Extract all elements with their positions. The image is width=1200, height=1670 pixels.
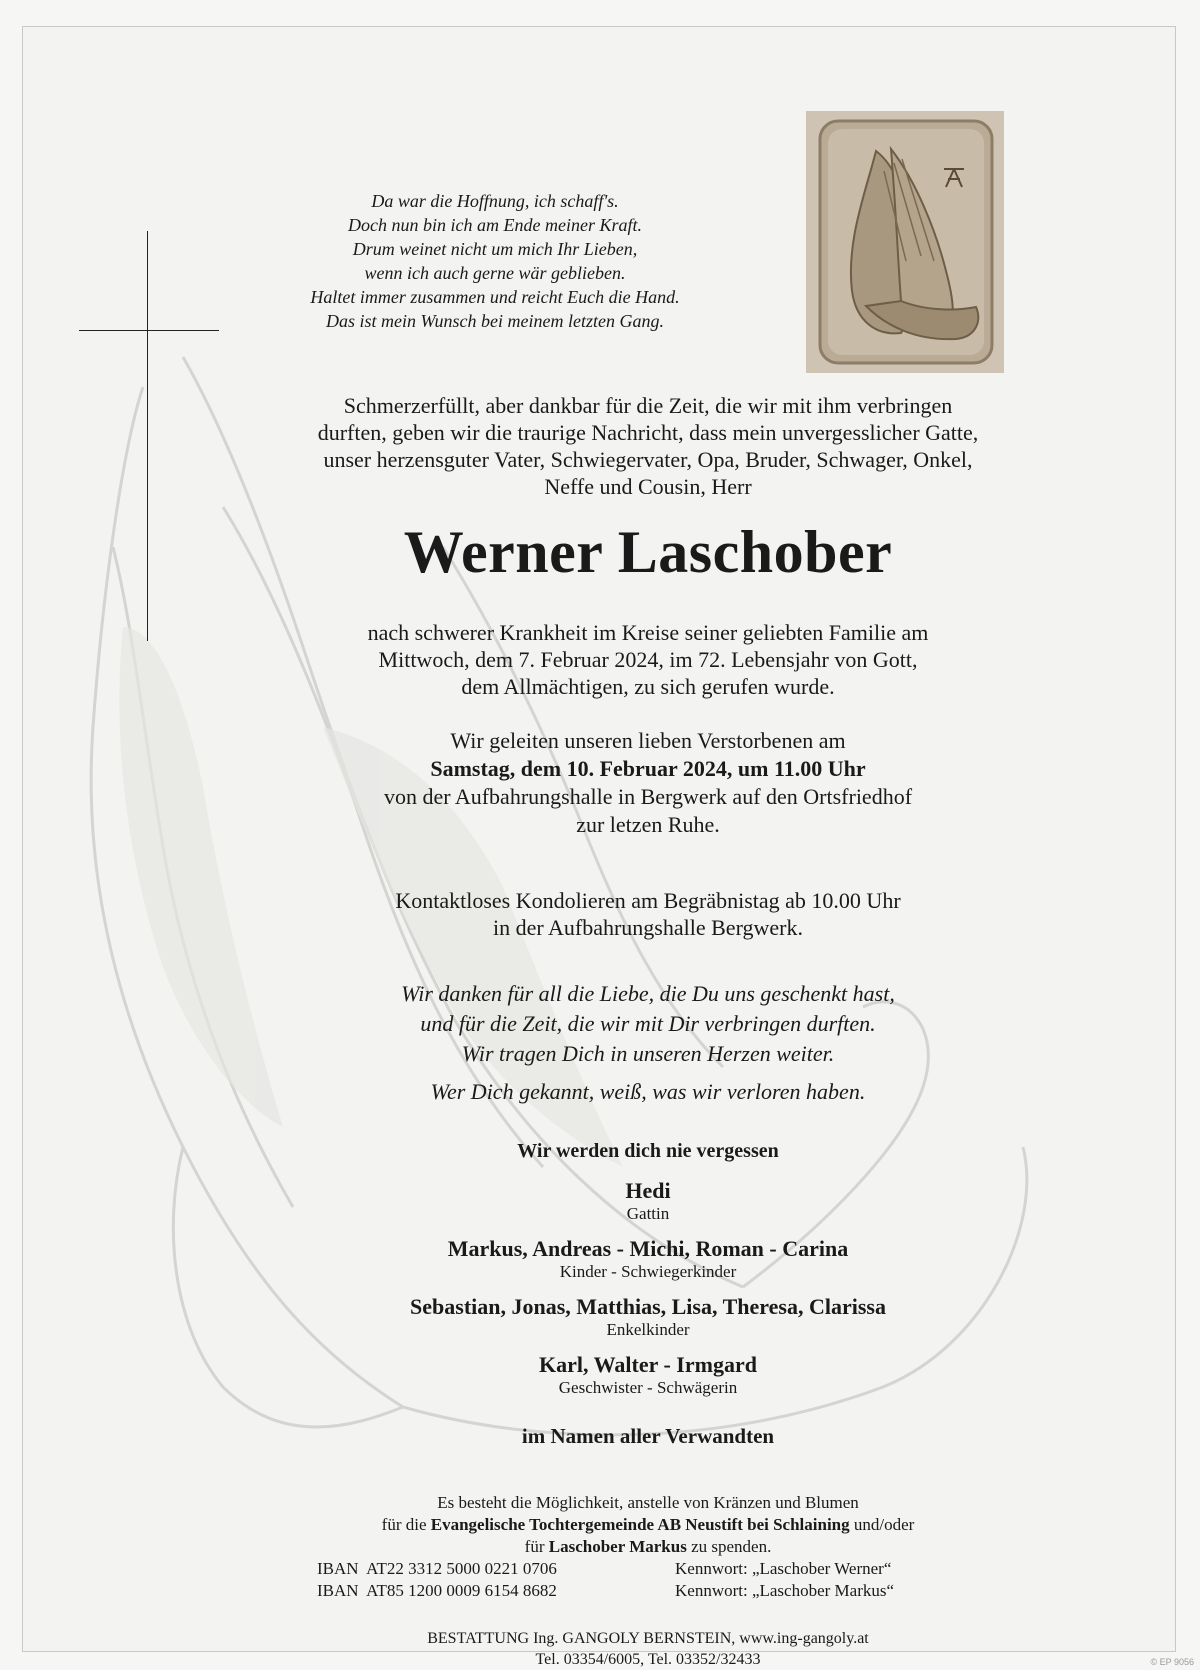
intro-line: Neffe und Cousin, Herr: [544, 474, 752, 499]
family-relation: Enkelkinder: [606, 1320, 690, 1339]
thanks-line: und für die Zeit, die wir mit Dir verbringen durften.: [420, 1011, 876, 1036]
undertaker-line: Tel. 03354/6005, Tel. 03352/32433: [535, 1651, 761, 1668]
deceased-name: Werner Laschober: [403, 519, 893, 585]
poem-line: Drum weinet nicht um mich Ihr Lieben,: [352, 239, 638, 259]
never-forget-heading: Wir werden dich nie vergessen: [517, 1140, 779, 1162]
death-notice: [173, 619, 1123, 700]
death-line: dem Allmächtigen, zu sich gerufen wurde.: [461, 674, 835, 699]
donation-text: für die: [381, 1515, 431, 1534]
donation-recipient: Laschober Markus: [548, 1537, 687, 1556]
cross-icon: [147, 231, 148, 641]
on-behalf-line: im Namen aller Verwandten: [521, 1424, 775, 1448]
intro-line: Schmerzerfüllt, aber dankbar für die Zeit, die wir mit ihm verbringen: [343, 393, 953, 418]
poem-line: Haltet immer zusammen und reicht Euch die Hand.: [310, 287, 680, 307]
donation-recipient: Evangelische Tochtergemeinde AB Neustift bei Schlaining: [430, 1515, 850, 1534]
keyword-list: [675, 1558, 894, 1602]
undertaker-line: BESTATTUNG Ing. GANGOLY BERNSTEIN, www.ing-gangoly.at: [427, 1630, 869, 1647]
funeral-info: [173, 727, 1123, 839]
funeral-line: von der Aufbahrungshalle in Bergwerk auf den Ortsfriedhof: [383, 784, 913, 809]
intro-line: unser herzensguter Vater, Schwiegervater, Opa, Bruder, Schwager, Onkel,: [323, 447, 973, 472]
thanks-text: [173, 979, 1123, 1069]
funeral-line: zur letzen Ruhe.: [576, 812, 720, 837]
intro-line: durften, geben wir die traurige Nachricht, dass mein unvergesslicher Gatte,: [317, 420, 979, 445]
funeral-line: Wir geleiten unseren lieben Verstorbenen am: [450, 728, 846, 753]
thanks-line: Wir tragen Dich in unseren Herzen weiter.: [461, 1041, 835, 1066]
iban-keyword: Kennwort: „Laschober Markus“: [675, 1581, 895, 1600]
iban-number: IBAN AT85 1200 0009 6154 8682: [317, 1581, 557, 1600]
undertaker-info: [173, 1628, 1123, 1670]
death-line: Mittwoch, dem 7. Februar 2024, im 72. Lebensjahr von Gott,: [378, 647, 918, 672]
thanks-line: Wir danken für all die Liebe, die Du uns geschenkt hast,: [401, 981, 895, 1006]
donation-line: [173, 1514, 1123, 1536]
family-names: Karl, Walter - Irmgard: [539, 1352, 757, 1377]
donation-line: Es besteht die Möglichkeit, anstelle von Kränzen und Blumen: [437, 1493, 859, 1512]
donation-text: und/oder: [849, 1515, 915, 1534]
family-names: Markus, Andreas - Michi, Roman - Carina: [447, 1236, 849, 1261]
family-relation: Kinder - Schwiegerkinder: [559, 1262, 737, 1281]
funeral-date: Samstag, dem 10. Februar 2024, um 11.00 Uhr: [430, 756, 866, 781]
corner-code: © EP 9056: [1150, 1657, 1194, 1667]
donation-line: [173, 1536, 1123, 1558]
poem-line: Das ist mein Wunsch bei meinem letzten Gang.: [326, 311, 664, 331]
family-relation: Gattin: [626, 1204, 670, 1223]
poem-line: Doch nun bin ich am Ende meiner Kraft.: [348, 215, 642, 235]
poem: [195, 189, 795, 333]
family-group: [173, 1353, 1123, 1399]
donation-text: für: [524, 1537, 549, 1556]
intro-text: [173, 392, 1123, 500]
family-relation: Geschwister - Schwägerin: [558, 1378, 738, 1397]
condolence-info: [173, 887, 1123, 941]
condolence-line: Kontaktloses Kondolieren am Begräbnistag ab 10.00 Uhr: [395, 888, 901, 913]
iban-number: IBAN AT22 3312 5000 0221 0706: [317, 1559, 557, 1578]
praying-hands-relief-image: [806, 111, 1004, 373]
donation-text: zu spenden.: [686, 1537, 772, 1556]
family-group: [173, 1237, 1123, 1283]
death-line: nach schwerer Krankheit im Kreise seiner geliebten Familie am: [367, 620, 929, 645]
family-group: [173, 1295, 1123, 1341]
known-text: Wer Dich gekannt, weiß, was wir verloren haben.: [430, 1079, 866, 1104]
poem-line: wenn ich auch gerne wär geblieben.: [364, 263, 626, 283]
poem-line: Da war die Hoffnung, ich schaff's.: [371, 191, 619, 211]
donation-info: [173, 1492, 1123, 1558]
iban-keyword: Kennwort: „Laschober Werner“: [675, 1559, 892, 1578]
condolence-line: in der Aufbahrungshalle Bergwerk.: [493, 915, 803, 940]
family-names: Hedi: [625, 1178, 671, 1203]
family-group: [173, 1179, 1123, 1225]
family-names: Sebastian, Jonas, Matthias, Lisa, Theresa, Clarissa: [410, 1294, 886, 1319]
iban-list: [317, 1558, 557, 1602]
